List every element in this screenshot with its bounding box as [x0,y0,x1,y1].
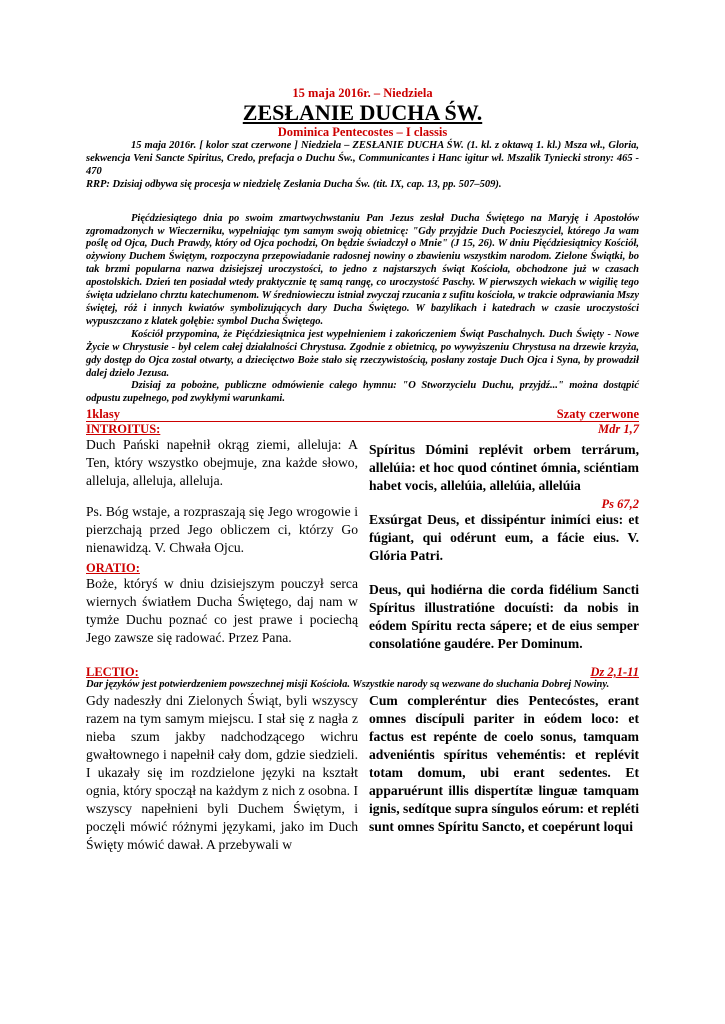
introitus-ref: Mdr 1,7 [598,422,639,437]
oratio-latin: Deus, qui hodiérna die corda fidélium Sancti Spíritus illustratióne docuísti: da nobis in eódem Spíritu recta sápere; et de eius semper consolatióne gaudére. Per Dominum. [369,582,639,652]
oratio-label: ORATIO: [86,561,140,576]
psalm-latin: Exsúrgat Deus, et dissipéntur inimíci eius: et fúgiant, qui odérunt eum, a fácie eius. V. Glória Patri. [369,512,639,564]
introitus-label: INTROITUS: [86,422,161,437]
introitus-latin: Spíritus Dómini replévit orbem terrárum, allelúia: et hoc quod cóntinet ómnia, sciéntiam habet vocis, allelúia, allelúia, allelúia [369,442,639,494]
vestment-color-label: Szaty czerwone [556,407,639,422]
lectio-label: LECTIO: [86,665,139,680]
lectio-polish: Gdy nadeszły dni Zielonych Świąt, byli wszyscy razem na tym samym miejscu. I stał się z nagła z nieba szum jakby nadchodzącego wichru gwałtownego i napełnił cały dom, gdzie siedzieli. I ukazały się im rozdzielone języki na kształt ognia, który spoczął na każdym z nich z osobna. I wszyscy napełnieni byli Duchem Świętym, i poczęli mówić różnymi językami, jako im Duch Święty mówić dawał. A przebywali w [86,693,358,853]
oratio-polish: Boże, któryś w dniu dzisiejszym pouczył serca wiernych światłem Ducha Świętego, daj nam w tymże Duchu poznać co jest prawe i pociechą Jego zawsze się radować. Przez Pana. [86,576,358,646]
psalm-polish: Ps. Bóg wstaje, a rozpraszają się Jego wrogowie i pierzchają przed Jego obliczem ci, którzy Go nienawidzą. V. Chwała Ojcu. [86,504,358,556]
psalm-ref: Ps 67,2 [601,497,639,512]
lectio-columns [86,692,639,854]
lectio-note: Dar języków jest potwierdzeniem powszechnej misji Kościoła. Wszystkie narody są wezwane do słuchania Dobrej Nowiny. [86,679,610,691]
lectio-latin: Cum compleréntur dies Pentecóstes, erant omnes discípuli pariter in eódem loco: et factus est repénte de coelo sonus, tamquam adveniéntis spíritus veheméntis: et replévit totam domum, ubi erant sedentes. Et apparuérunt illis dispertítæ linguæ tamquam ignis, sedítque supra síngulos eórum: et repléti sunt omnes Spíritu Sancto, et coepérunt loqui [369,693,639,835]
lectio-ref: Dz 2,1-11 [590,665,639,680]
class-bar [86,407,639,422]
introitus-columns [86,436,639,495]
date-line: 15 maja 2016r. – Niedziela [292,86,433,100]
paragraph-meaning: Kościół przypomina, że Pięćdziesiątnica jest wypełnieniem i zakończeniem Świąt Paschalnych. Duch Święty - Nowe Życie w Chrystusie - był celem całej działalności Chrystusa. Zgodnie z obietnicą, po wywyższeniu Chrystusa na drzewie krzyża, gdy dostęp do Ojca został otwarty, a dziecięctwo Boże stało się rzeczywistością, posłany zostaje Duch Ojca i Syna, by prowadził dalej dzieło Jezusa. [86,328,639,379]
oratio-columns [86,575,639,653]
page-title: ZESŁANIE DUCHA ŚW. [242,100,483,125]
introitus-header [86,422,639,436]
paragraph-indulgence: Dzisiaj za pobożne, publiczne odmówienie całego hymnu: "O Stworzycielu Duchu, przyjdź..." można dostąpić odpustu zupełnego, pod zwykłymi warunkami. [86,380,639,405]
lectio-header [86,665,639,679]
liturgy-page [86,86,639,854]
class-label: 1klasy [86,407,121,422]
intro-rubric: 15 maja 2016r. [ kolor szat czerwone ] Niedziela – ZESŁANIE DUCHA ŚW. (1. kl. z oktawą 1. kl.) Msza wł., Gloria, sekwencja Veni Sancte Spiritus, Credo, prefacja o Duchu Św., Communicantes i Hanc igitur wł. Mszalik Tyniecki strony: 465 - 470 [86,140,639,177]
paragraph-history: Pięćdziesiątego dnia po swoim zmartwychwstaniu Pan Jezus zesłał Ducha Świętego na Maryję i Apostołów zgromadzonych w Wieczerniku, wypełniając tym samym swoją obietnicę: "Gdy przyjdzie Duch Pocieszyciel, którego Ja wam poślę od Ojca, Duch Prawdy, który od Ojca pochodzi, On będzie świadczył o Mnie" (J 15, 26). W dniu Pięćdziesiątnicy Kościół, ożywiony Duchem Świętym, rozpoczyna przepowiadanie radosnej nowiny o zbawieniu wszystkim narodom. Zielone Świątki, bo tak brzmi popularna nazwa dzisiejszej uroczystości, to jedno z najstarszych świąt Kościoła, obchodzone już w czasach apostolskich. Dzień ten posiadał wtedy praktycznie tę samą rangę, co uroczystość Paschy. W pierwszych wiekach w wigilię tego święta udzielano chrztu katechumenom. W średniowieczu istniał zwyczaj rzucania z sufitu kościoła, w trakcie odprawiania Mszy świętej, róż i innych kwiatów symbolizujących dary Ducha Świętego. W bazylikach i katedrach w czasie uroczystości wypuszczano z klatek gołębie: symbol Ducha Świętego. [86,212,639,327]
intro-rrp: RRP: Dzisiaj odbywa się procesja w niedzielę Zesłania Ducha Św. (tit. IX, cap. 13, pp. 507–509). [86,178,502,190]
introitus-polish: Duch Pański napełnił okrąg ziemi, alleluja: A Ten, który wszystko obejmuje, zna każde słowo, alleluja, alleluja, alleluja. [86,437,358,489]
latin-subtitle: Dominica Pentecostes – I classis [277,125,448,139]
